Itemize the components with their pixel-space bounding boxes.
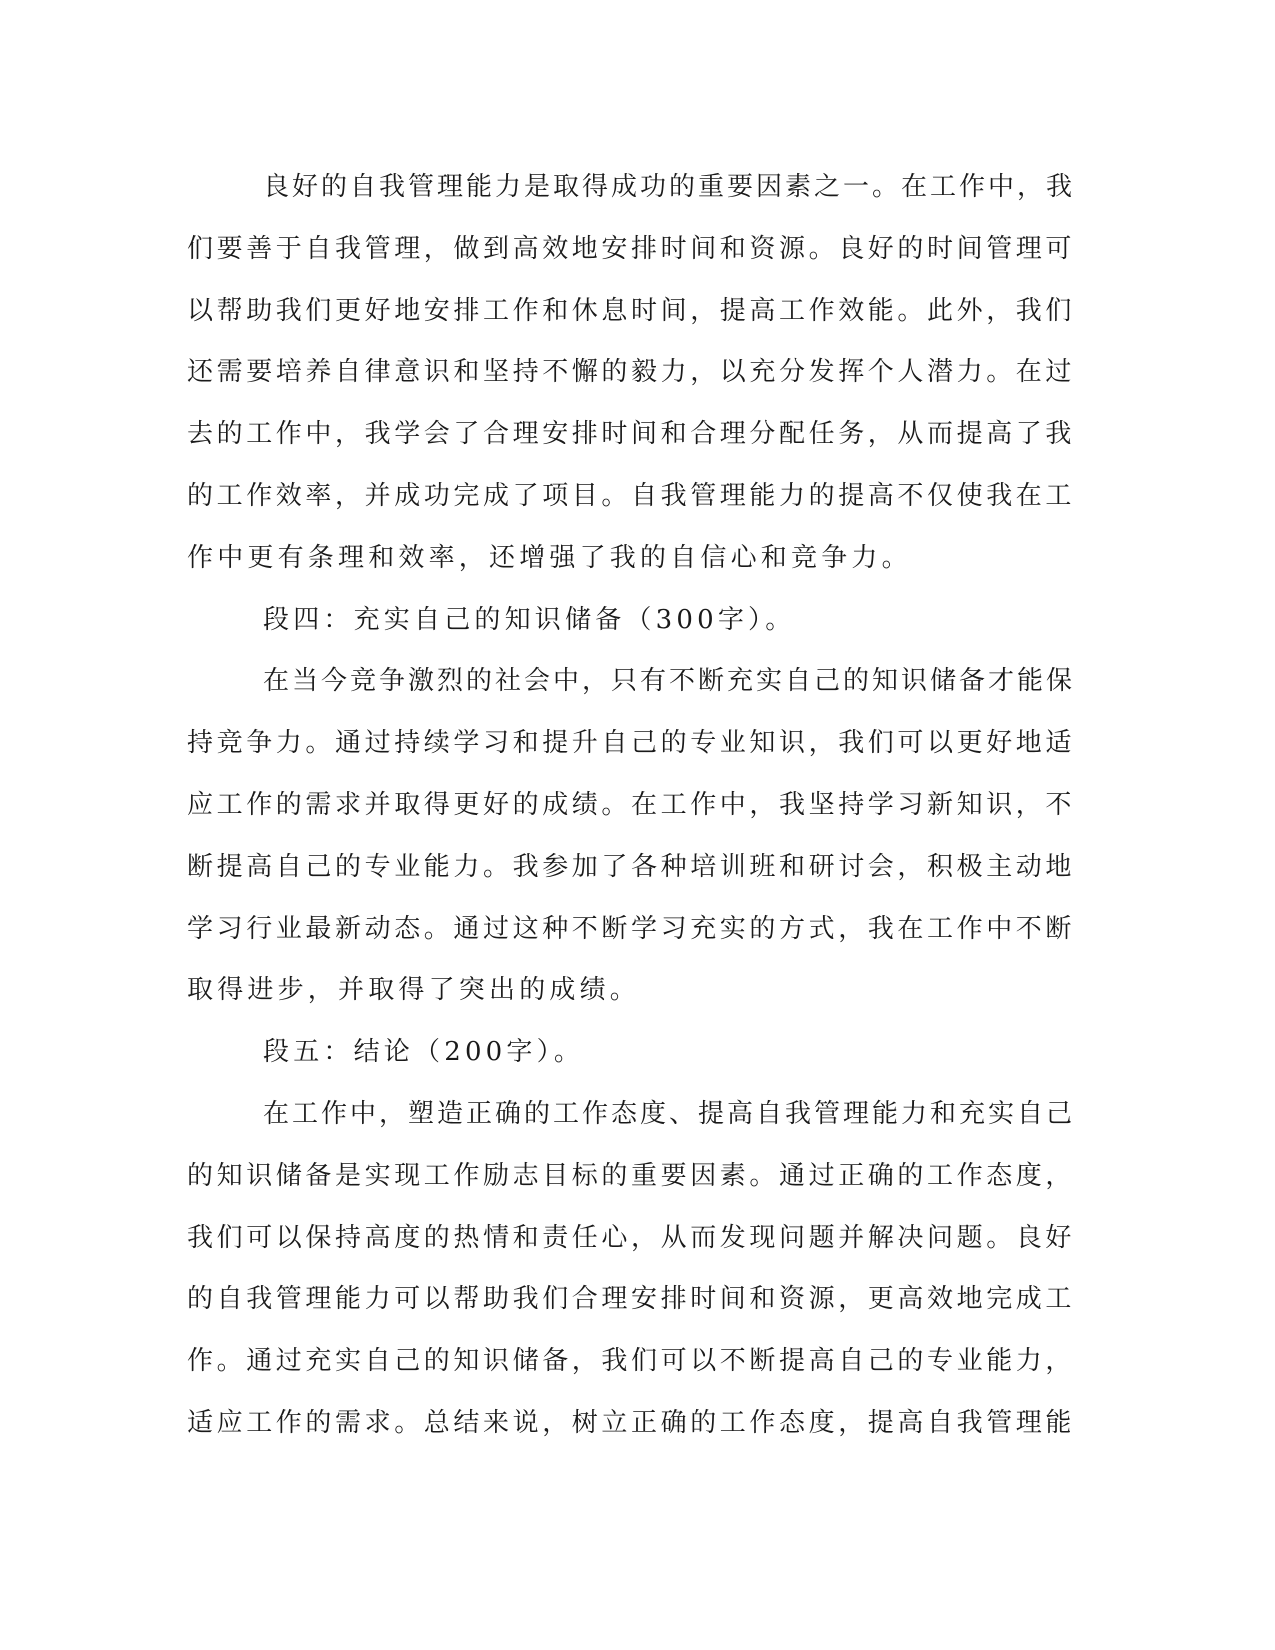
text-line: 断提高自己的专业能力。我参加了各种培训班和研讨会，积极主动地: [187, 851, 1076, 882]
document-body: [187, 157, 1077, 1455]
text-line: 应工作的需求并取得更好的成绩。在工作中，我坚持学习新知识，不: [187, 789, 1076, 820]
text-line: 去的工作中，我学会了合理安排时间和合理分配任务，从而提高了我: [187, 419, 1076, 450]
text-line: 持竞争力。通过持续学习和提升自己的专业知识，我们可以更好地适: [187, 728, 1076, 759]
text-line: 学习行业最新动态。通过这种不断学习充实的方式，我在工作中不断: [187, 913, 1076, 944]
text-line: 们要善于自我管理，做到高效地安排时间和资源。良好的时间管理可: [187, 233, 1076, 264]
text-line: 以帮助我们更好地安排工作和休息时间，提高工作效能。此外，我们: [187, 295, 1076, 326]
section-heading: 段四：充实自己的知识储备（300字）。: [263, 604, 796, 635]
text-line: 我们可以保持高度的热情和责任心，从而发现问题并解决问题。良好: [187, 1222, 1076, 1253]
text-line: 作中更有条理和效率，还增强了我的自信心和竞争力。: [187, 542, 912, 573]
text-line: 的自我管理能力可以帮助我们合理安排时间和资源，更高效地完成工: [187, 1284, 1076, 1315]
section-heading: 段五：结论（200字）。: [263, 1037, 585, 1068]
text-line: 在工作中，塑造正确的工作态度、提高自我管理能力和充实自己: [263, 1098, 1076, 1129]
text-line: 的工作效率，并成功完成了项目。自我管理能力的提高不仅使我在工: [187, 480, 1076, 511]
text-line: 的知识储备是实现工作励志目标的重要因素。通过正确的工作态度，: [187, 1160, 1076, 1191]
text-line: 良好的自我管理能力是取得成功的重要因素之一。在工作中，我: [263, 172, 1076, 202]
text-line: 取得进步，并取得了突出的成绩。: [187, 975, 641, 1006]
text-line: 作。通过充实自己的知识储备，我们可以不断提高自己的专业能力，: [187, 1346, 1076, 1377]
text-line: 在当今竞争激烈的社会中，只有不断充实自己的知识储备才能保: [263, 666, 1076, 697]
text-line: 适应工作的需求。总结来说，树立正确的工作态度，提高自我管理能: [187, 1407, 1076, 1438]
text-line: 还需要培养自律意识和坚持不懈的毅力，以充分发挥个人潜力。在过: [187, 357, 1076, 388]
